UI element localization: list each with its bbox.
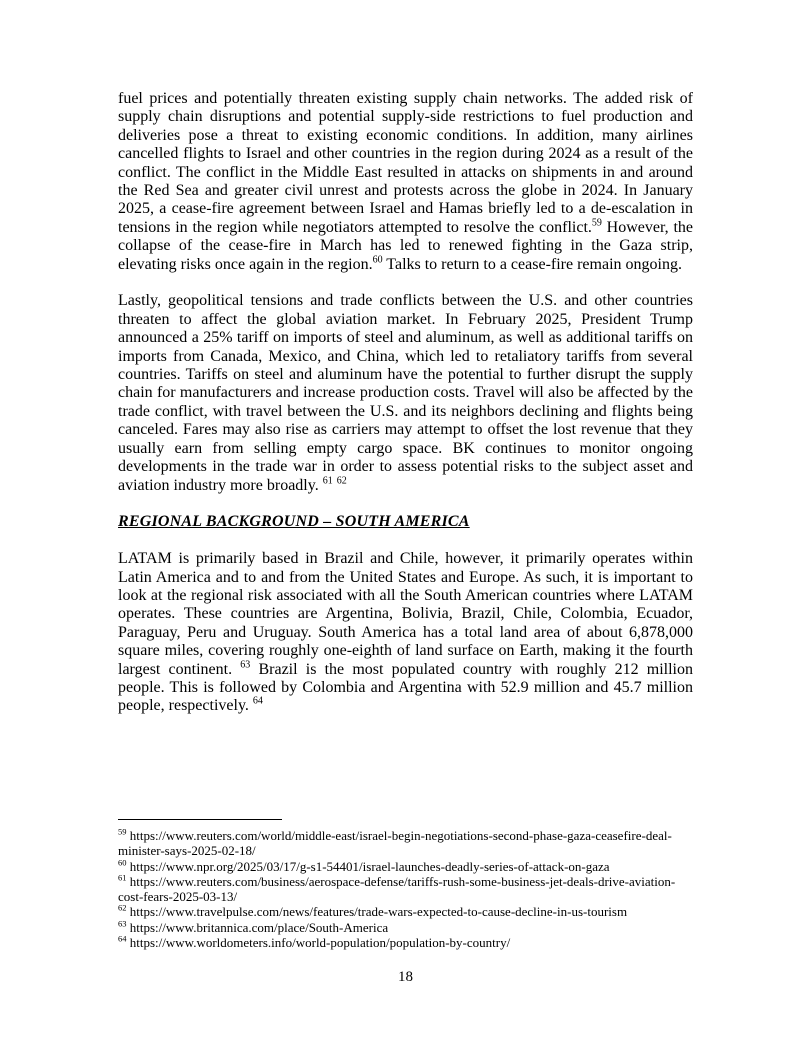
footnote-number: 63 <box>118 918 127 929</box>
footnote-number: 61 <box>118 872 127 883</box>
paragraph-middle-east-conflict <box>118 90 693 274</box>
footnote-number: 64 <box>118 933 127 944</box>
paragraph-text: Lastly, geopolitical tensions and trade conflicts between the U.S. and other countries threaten to affect the global aviation market. In February 2025, President Trump announced a 25% tariff on imports of steel and aluminum, as well as additional tariffs on imports from Canada, Mexico, and China, which led to retaliatory tariffs from several countries. Tariffs on steel and aluminum have the potential to further disrupt the supply chain for manufacturers and increase production costs. Travel will also be affected by the trade conflict, with travel between the U.S. and its neighbors declining and flights being canceled. Fares may also rise as carriers may attempt to offset the lost revenue that they usually earn from selling empty cargo space. BK continues to monitor ongoing developments in the trade war in order to assess potential risks to the subject asset and aviation industry more broadly. <box>118 292 693 494</box>
paragraph-text: fuel prices and potentially threaten existing supply chain networks. The added risk of supply chain disruptions and potential supply-side restrictions to fuel production and deliveries pose a threat to existing economic conditions. In addition, many airlines cancelled flights to Israel and other countries in the region during 2024 as a result of the conflict. The conflict in the Middle East resulted in attacks on shipments in and around the Red Sea and greater civil unrest and protests across the globe in 2024. In January 2025, a cease-fire agreement between Israel and Hamas briefly led to a de-escalation in tensions in the region while negotiators attempted to resolve the conflict. <box>118 90 693 236</box>
footnote-ref-59: 59 <box>591 217 602 229</box>
footnote-63 <box>118 920 693 935</box>
footnote-60 <box>118 859 693 874</box>
footnote-64 <box>118 935 693 950</box>
paragraph-south-america-overview <box>118 550 693 716</box>
footnote-number: 60 <box>118 857 127 868</box>
section-heading-regional-background: REGIONAL BACKGROUND – SOUTH AMERICA <box>118 513 470 531</box>
body-text <box>118 90 693 734</box>
footnote-url: https://www.britannica.com/place/South-America <box>129 919 389 935</box>
footnote-59 <box>118 828 693 859</box>
footnote-url: https://www.worldometers.info/world-population/population-by-country/ <box>129 935 511 951</box>
footnote-section <box>118 819 693 950</box>
page-number: 18 <box>398 969 413 985</box>
footnote-url: https://www.reuters.com/world/middle-east/israel-begin-negotiations-second-phase-gaza-ceasefire-deal-minister-says-2025-02-18/ <box>118 828 672 859</box>
footnote-61 <box>118 874 693 905</box>
footnote-number: 62 <box>118 903 127 914</box>
footnote-ref-61: 61 <box>322 475 333 487</box>
paragraph-text: However, the collapse of the cease-fire in March has led to renewed fighting in the Gaza strip, elevating risks once again in the region. <box>118 218 693 273</box>
footnote-separator <box>118 819 282 820</box>
footnote-url: https://www.reuters.com/business/aerospace-defense/tariffs-rush-some-business-jet-deals-drive-aviation-cost-fears-2025-03-13/ <box>118 873 676 905</box>
footnote-url: https://www.travelpulse.com/news/features/trade-wars-expected-to-cause-decline-in-us-tourism <box>129 904 628 920</box>
footnote-ref-62: 62 <box>336 475 347 487</box>
footnote-ref-63: 63 <box>240 659 251 671</box>
footnote-ref-64: 64 <box>252 696 263 708</box>
footnote-62 <box>118 904 693 919</box>
paragraph-trade-tensions <box>118 292 693 494</box>
footnote-number: 59 <box>118 826 127 837</box>
paragraph-text: Talks to return to a cease-fire remain ongoing. <box>382 255 682 273</box>
paragraph-text: LATAM is primarily based in Brazil and Chile, however, it primarily operates within Latin America and to and from the United States and Europe. As such, it is important to look at the regional risk associated with all the South American countries where LATAM operates. These countries are Argentina, Bolivia, Brazil, Chile, Colombia, Ecuador, Paraguay, Peru and Uruguay. South America has a total land area of about 6,878,000 square miles, covering roughly one-eighth of land surface on Earth, making it the fourth largest continent. <box>118 550 693 678</box>
footnote-url: https://www.npr.org/2025/03/17/g-s1-54401/israel-launches-deadly-series-of-attack-on-gaza <box>129 858 610 874</box>
footnote-ref-60: 60 <box>372 254 383 266</box>
paragraph-text: Brazil is the most populated country with roughly 212 million people. This is followed by Colombia and Argentina with 52.9 million and 45.7 million people, respectively. <box>118 660 693 715</box>
